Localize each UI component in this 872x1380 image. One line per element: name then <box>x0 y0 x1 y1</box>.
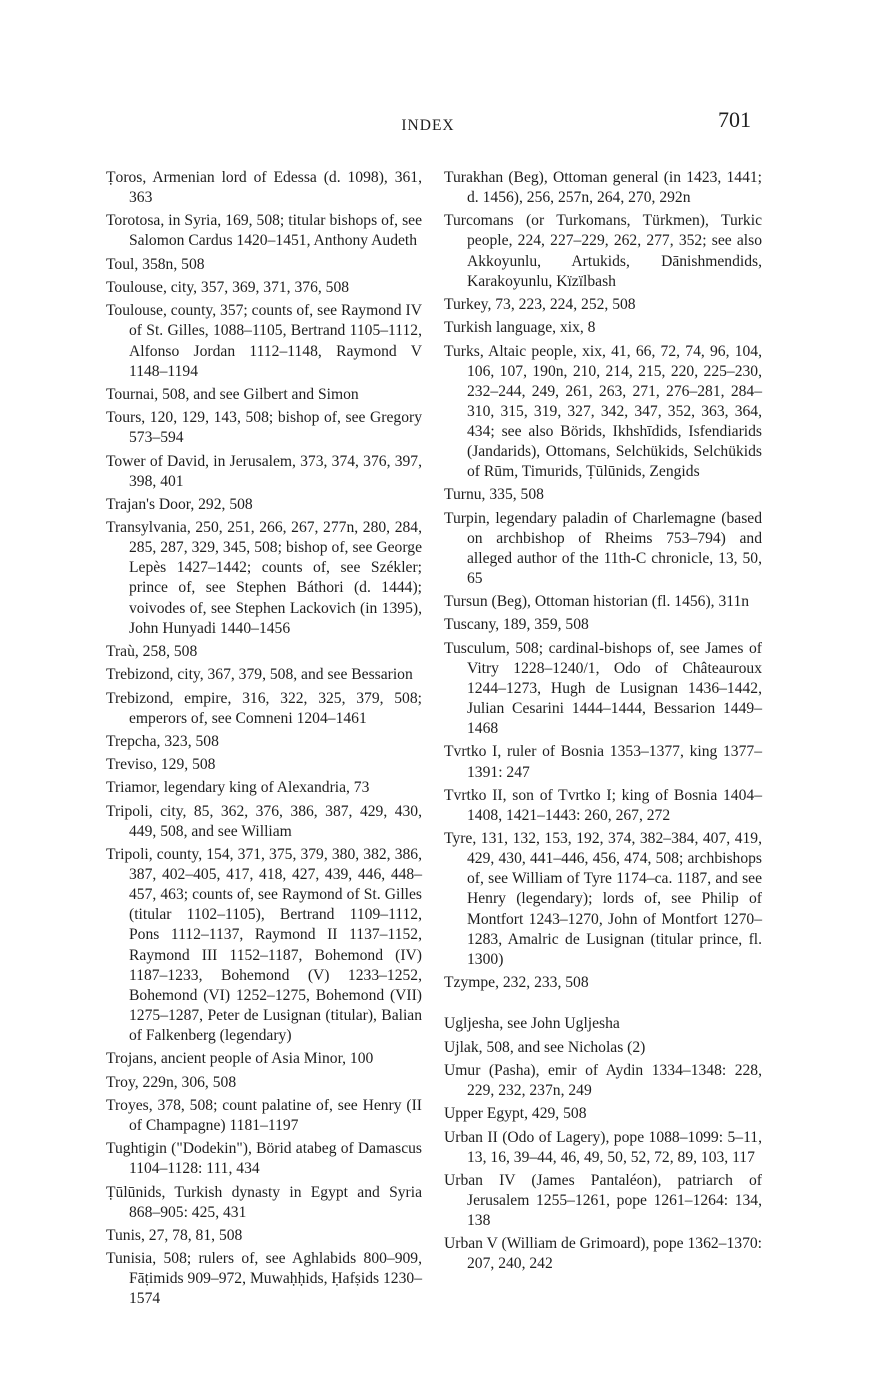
index-entry: Troy, 229n, 306, 508 <box>106 1073 237 1091</box>
index-entry: Tournai, 508, and see Gilbert and Simon <box>106 385 359 403</box>
index-entry: Tzympe, 232, 233, 508 <box>444 974 589 991</box>
index-entry: Urban II (Odo of Lagery), pope 1088–1099: 5–11, 13, 16, 39–44, 46, 49, 50, 52, 72, 89, 103, 117 <box>444 1128 762 1166</box>
index-entry: Ugljesha, see John Ugljesha <box>444 1015 620 1033</box>
index-entry: Troyes, 378, 508; count palatine of, see Henry (II of Champagne) 1181–1197 <box>106 1096 422 1134</box>
index-entry: Transylvania, 250, 251, 266, 267, 277n, 280, 284, 285, 287, 329, 345, 508; bishop of, see George Lepès 1427–1442; counts of, see Székler; prince of, see Stephen Báthori (d. 1444); voivodes of, see Stephen Lackovich (in 1395), John Hunyadi 1440–1456 <box>106 519 422 637</box>
index-entry: Ṭoros, Armenian lord of Edessa (d. 1098), 361, 363 <box>106 169 422 207</box>
index-column-left <box>106 168 422 1313</box>
index-entry: Tuscany, 189, 359, 508 <box>444 616 589 634</box>
index-entry: Ujlak, 508, and see Nicholas (2) <box>444 1038 646 1056</box>
index-entry: Turkish language, xix, 8 <box>444 319 596 337</box>
index-entry: Turkey, 73, 223, 224, 252, 508 <box>444 295 636 313</box>
index-entry: Trojans, ancient people of Asia Minor, 100 <box>106 1050 374 1068</box>
index-entry: Tunis, 27, 78, 81, 508 <box>106 1226 243 1244</box>
index-entry: Trebizond, empire, 316, 322, 325, 379, 508; emperors of, see Comneni 1204–1461 <box>106 689 422 727</box>
index-entry: Ṭūlūnids, Turkish dynasty in Egypt and Syria 868–905: 425, 431 <box>106 1183 422 1221</box>
index-entry: Tunisia, 508; rulers of, see Aghlabids 800–909, Fāṭimids 909–972, Muwaḥḥids, Ḥafṣids 1230–1574 <box>106 1250 422 1308</box>
index-entry: Trebizond, city, 367, 379, 508, and see Bessarion <box>106 666 413 684</box>
index-entry: Trepcha, 323, 508 <box>106 732 219 750</box>
index-entry: Urban V (William de Grimoard), pope 1362–1370: 207, 240, 242 <box>444 1235 762 1273</box>
index-entry: Urban IV (James Pantaléon), patriarch of Jerusalem 1255–1261, pope 1261–1264: 134, 138 <box>444 1171 762 1230</box>
index-entry: Tvrtko II, son of Tvrtko I; king of Bosnia 1404–1408, 1421–1443: 260, 267, 272 <box>444 786 762 824</box>
index-entry: Turks, Altaic people, xix, 41, 66, 72, 74, 96, 104, 106, 107, 190n, 210, 214, 215, 220, 225–230, 232–244, 249, 261, 263, 271, 276–281, 284–310, 315, 319, 327, 342, 347, 352, 363, 364, 434; see also Börids, Ikhshīdids, Isfendiarids (Jandarids), Ottomans, Selchükids, Selchükids of Rūm, Timurids, Ṭūlūnids, Zengids <box>444 342 762 481</box>
index-entry: Trajan's Door, 292, 508 <box>106 495 253 513</box>
index-entry: Tursun (Beg), Ottoman historian (fl. 1456), 311n <box>444 593 750 611</box>
index-entry: Toul, 358n, 508 <box>106 255 205 273</box>
index-entry: Upper Egypt, 429, 508 <box>444 1105 587 1123</box>
page-number: 701 <box>718 107 751 132</box>
letter-section-gap <box>444 996 762 1014</box>
index-entry: Turakhan (Beg), Ottoman general (in 1423, 1441; d. 1456), 256, 257n, 264, 270, 292n <box>444 169 762 207</box>
index-entry: Tripoli, city, 85, 362, 376, 386, 387, 429, 430, 449, 508, and see William <box>106 802 422 840</box>
index-entry: Turcomans (or Turkomans, Türkmen), Turkic people, 224, 227–229, 262, 277, 352; see also Akkoyunlu, Artukids, Dānishmendids, Karakoyunlu, Kïzïlbash <box>444 212 762 290</box>
index-entry: Treviso, 129, 508 <box>106 756 216 774</box>
index-entry: Tours, 120, 129, 143, 508; bishop of, see Gregory 573–594 <box>106 409 422 447</box>
index-entry: Tripoli, county, 154, 371, 375, 379, 380, 382, 386, 387, 402–405, 417, 418, 427, 439, 446, 448–457, 463; counts of, see Raymond of St. Gilles (titular 1102–1105), Bertrand 1109–1112, Pons 1112–1137, Raymond II 1137–1152, Raymond III 1152–1187, Bohemond (IV) 1187–1233, Bohemond (V) 1233–1252, Bohemond (VI) 1252–1275, Bohemond (VII) 1275–1287, Peter de Lusignan (titular), Balian of Falkenberg (legendary) <box>106 846 422 1044</box>
index-entry: Toulouse, county, 357; counts of, see Raymond IV of St. Gilles, 1088–1105, Bertrand 1105–1112, Alfonso Jordan 1112–1148, Raymond V 1148–1194 <box>106 302 422 380</box>
index-entry: Traù, 258, 508 <box>106 642 198 660</box>
index-entry: Umur (Pasha), emir of Aydin 1334–1348: 228, 229, 232, 237n, 249 <box>444 1061 762 1099</box>
index-entry: Turpin, legendary paladin of Charlemagne (based on archbishop of Rheims 753–794) and alleged author of the 11th-C chronicle, 13, 50, 65 <box>444 509 762 587</box>
index-entry: Torotosa, in Syria, 169, 508; titular bishops of, see Salomon Cardus 1420–1451, Anthony Audeth <box>106 212 422 250</box>
index-entry: Toulouse, city, 357, 369, 371, 376, 508 <box>106 279 350 297</box>
index-entry: Tvrtko I, ruler of Bosnia 1353–1377, king 1377–1391: 247 <box>444 743 762 781</box>
index-entry: Tughtigin ("Dodekin"), Börid atabeg of Damascus 1104–1128: 111, 434 <box>106 1140 422 1178</box>
index-entry: Tusculum, 508; cardinal-bishops of, see James of Vitry 1228–1240/1, Odo of Châteauroux 1244–1273, Hugh de Lusignan 1436–1442, Julian Cesarini 1444–1444, Bessarion 1449–1468 <box>444 639 762 738</box>
index-entry: Turnu, 335, 508 <box>444 486 544 504</box>
index-column-right <box>444 168 762 1278</box>
index-entry: Tyre, 131, 132, 153, 192, 374, 382–384, 407, 419, 429, 430, 441–446, 456, 474, 508; archbishops of, see William of Tyre 1174–ca. 1187, and see Henry (legendary); lords of, see Philip of Montfort 1243–1270, John of Montfort 1270–1283, Amalric de Lusignan (titular prince, fl. 1300) <box>444 830 762 968</box>
index-entry: Triamor, legendary king of Alexandria, 73 <box>106 779 370 797</box>
running-head: INDEX <box>401 117 455 134</box>
index-entry: Tower of David, in Jerusalem, 373, 374, 376, 397, 398, 401 <box>106 452 422 490</box>
